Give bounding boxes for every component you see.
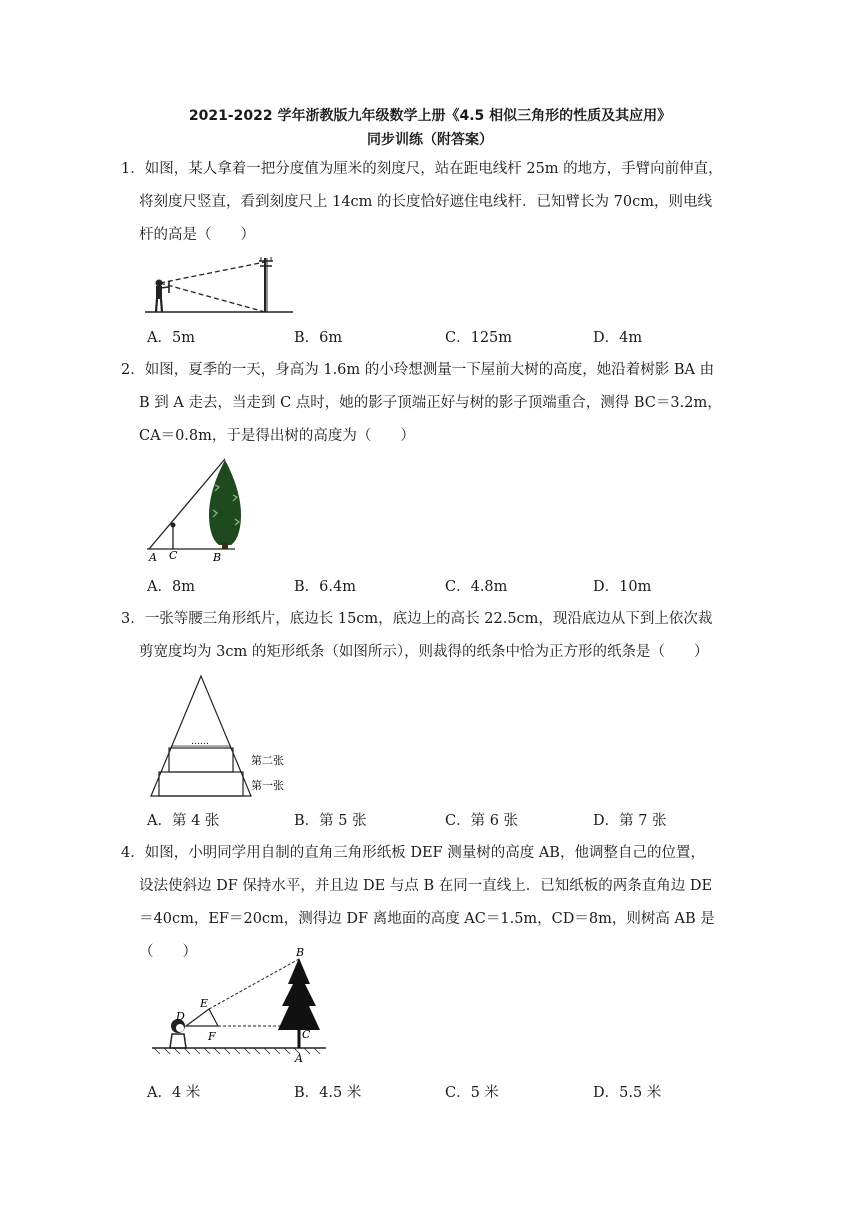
question-text-line: 如图，某人拿着一把分度值为厘米的刻度尺，站在距电线杆 25m 的地方，手臂向前伸直，: [144, 161, 723, 177]
worksheet-subtitle: 同步训练（附答案）: [367, 132, 493, 148]
option-d[interactable]: D．4m: [593, 330, 643, 346]
question-number: 1．: [121, 161, 145, 177]
question-number: 4．: [121, 845, 145, 861]
point-label-b: B: [296, 946, 305, 959]
strips-ellipsis: ……: [191, 737, 209, 747]
question-1: [121, 153, 741, 252]
worksheet-title: 2021-2022 学年浙教版九年级数学上册《4.5 相似三角形的性质及其应用》: [188, 108, 672, 124]
question-2-options: [147, 575, 747, 599]
question-text-line: 杆的高是（ ）: [139, 227, 255, 243]
point-label-c: C: [302, 1028, 311, 1041]
option-a[interactable]: A．第 4 张: [147, 813, 220, 829]
question-4-options: [147, 1081, 747, 1105]
question-text-line: 设法使斜边 DF 保持水平，并且边 DE 与点 B 在同一直线上．已知纸板的两条直角边 DE: [139, 878, 713, 894]
option-d[interactable]: D．5.5 米: [593, 1085, 662, 1101]
point-label-b: B: [213, 551, 222, 564]
question-text-line: CA＝0.8m，于是得出树的高度为（ ）: [139, 428, 415, 444]
strip-label-first: 第一张: [251, 779, 284, 792]
question-text-line: 一张等腰三角形纸片，底边长 15cm，底边上的高长 22.5cm，现沿底边从下到上依次裁: [144, 611, 713, 627]
question-2: [121, 354, 741, 453]
point-label-a: A: [295, 1052, 303, 1065]
option-b[interactable]: B．第 5 张: [294, 813, 367, 829]
question-text-line: B 到 A 走去，当走到 C 点时，她的影子顶端正好与树的影子顶端重合，测得 BC＝3.2m，: [139, 395, 722, 411]
option-a[interactable]: A．8m: [147, 579, 195, 595]
point-label-a: A: [149, 551, 157, 564]
option-d[interactable]: D．第 7 张: [593, 813, 667, 829]
question-text-line: ＝40cm，EF＝20cm，测得边 DF 离地面的高度 AC＝1.5m，CD＝8m，则树高 AB 是（ ）: [139, 911, 715, 960]
strip-label-second: 第二张: [251, 754, 284, 767]
option-c[interactable]: C．4.8m: [445, 579, 508, 595]
question-1-figure: [145, 250, 295, 316]
option-b[interactable]: B．6.4m: [294, 579, 356, 595]
question-1-options: [147, 326, 747, 350]
option-c[interactable]: C．5 米: [445, 1085, 499, 1101]
question-4-figure: [150, 944, 330, 1066]
question-text-line: 将刻度尺竖直，看到刻度尺上 14cm 的长度恰好遮住电线杆．已知臂长为 70cm，则电线: [139, 194, 712, 210]
option-a[interactable]: A．5m: [147, 330, 195, 346]
question-text-line: 如图，小明同学用自制的直角三角形纸板 DEF 测量树的高度 AB，他调整自己的位置，: [144, 845, 705, 861]
question-3: [121, 603, 741, 669]
question-3-options: [147, 809, 747, 833]
point-label-f: F: [208, 1030, 216, 1043]
question-number: 3．: [121, 611, 145, 627]
point-label-e: E: [200, 997, 209, 1010]
option-a[interactable]: A．4 米: [147, 1085, 201, 1101]
point-label-c: C: [169, 549, 178, 562]
question-number: 2．: [121, 362, 145, 378]
question-3-figure: [145, 672, 300, 800]
option-c[interactable]: C．第 6 张: [445, 813, 519, 829]
question-text-line: 剪宽度均为 3cm 的矩形纸条（如图所示），则裁得的纸条中恰为正方形的纸条是（ ）: [139, 644, 709, 660]
point-label-d: D: [176, 1010, 185, 1023]
option-d[interactable]: D．10m: [593, 579, 652, 595]
option-b[interactable]: B．4.5 米: [294, 1085, 362, 1101]
option-b[interactable]: B．6m: [294, 330, 343, 346]
option-c[interactable]: C．125m: [445, 330, 513, 346]
question-2-figure: [143, 455, 253, 567]
question-text-line: 如图，夏季的一天，身高为 1.6m 的小玲想测量一下屋前大树的高度，她沿着树影 BA 由: [144, 362, 715, 378]
